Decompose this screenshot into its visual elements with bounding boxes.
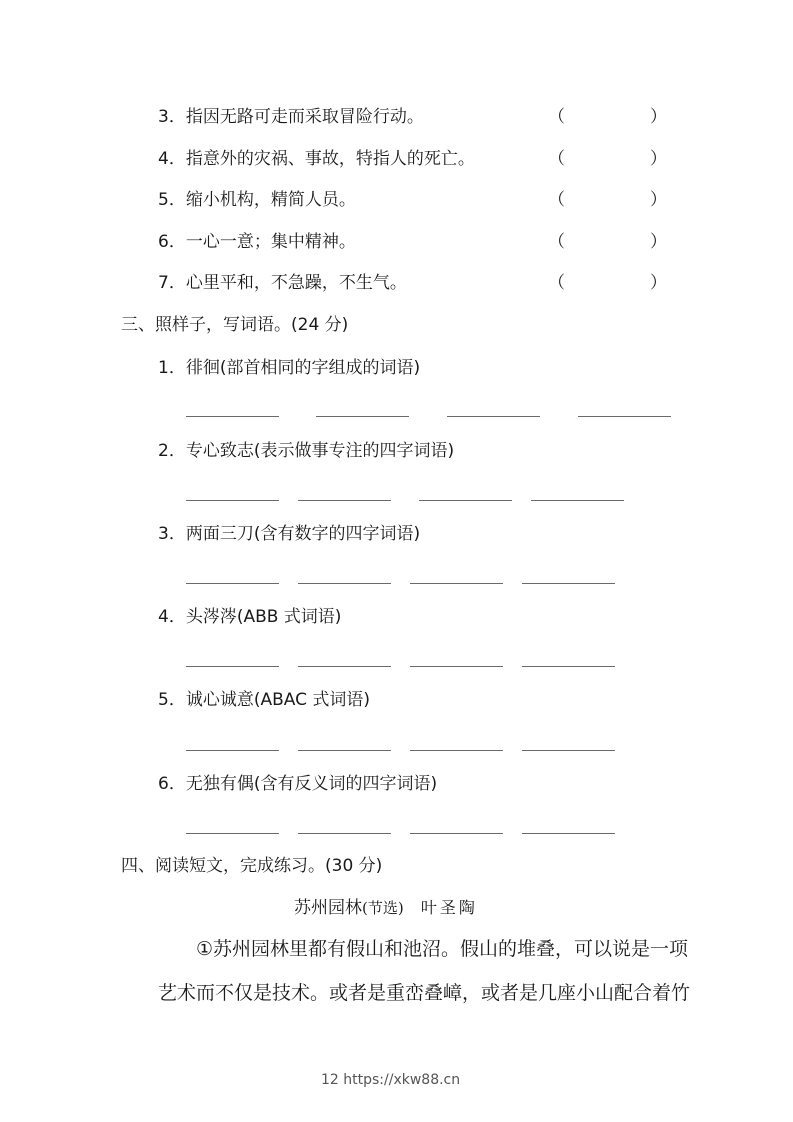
answer-blank[interactable] xyxy=(410,833,503,834)
article-line: ①苏州园林里都有假山和池沼。假山的堆叠，可以说是一项 xyxy=(196,938,689,960)
article-title: 苏州园林 xyxy=(294,898,362,918)
answer-paren-close: ） xyxy=(650,190,667,210)
exercise-prompt: 1．徘徊(部首相同的字组成的词语) xyxy=(158,358,421,378)
answer-blank[interactable] xyxy=(522,833,615,834)
article-note: (节选) xyxy=(362,899,404,917)
answer-blank[interactable] xyxy=(186,500,279,501)
answer-blank[interactable] xyxy=(522,750,615,751)
answer-blank[interactable] xyxy=(186,583,279,584)
answer-paren-close: ） xyxy=(650,149,667,169)
exercise-prompt: 5．诚心诚意(ABAC 式词语) xyxy=(158,690,370,710)
answer-paren-open: （ xyxy=(548,190,565,210)
question-item: 6．一心一意；集中精神。 xyxy=(158,232,356,252)
exercise-prompt: 3．两面三刀(含有数字的四字词语) xyxy=(158,524,421,544)
answer-blank[interactable] xyxy=(298,750,391,751)
exercise-prompt: 2．专心致志(表示做事专注的四字词语) xyxy=(158,441,455,461)
answer-paren-close: ） xyxy=(650,107,667,127)
answer-paren-close: ） xyxy=(650,273,667,293)
answer-blank[interactable] xyxy=(316,416,409,417)
article-header xyxy=(294,898,478,918)
question-item: 3．指因无路可走而采取冒险行动。 xyxy=(158,107,424,127)
answer-blank[interactable] xyxy=(410,750,503,751)
answer-blank[interactable] xyxy=(298,583,391,584)
answer-blank[interactable] xyxy=(531,500,624,501)
question-item: 5．缩小机构，精简人员。 xyxy=(158,190,356,210)
article-author: 叶圣陶 xyxy=(420,898,478,917)
answer-paren-open: （ xyxy=(548,149,565,169)
answer-blank[interactable] xyxy=(578,416,671,417)
answer-blank[interactable] xyxy=(186,666,279,667)
article-line: 艺术而不仅是技术。或者是重峦叠嶂，或者是几座小山配合着竹 xyxy=(158,982,691,1004)
answer-blank[interactable] xyxy=(419,500,512,501)
answer-blank[interactable] xyxy=(298,833,391,834)
exercise-prompt: 4．头涔涔(ABB 式词语) xyxy=(158,607,342,627)
answer-blank[interactable] xyxy=(186,833,279,834)
question-item: 7．心里平和，不急躁，不生气。 xyxy=(158,273,407,293)
answer-blank[interactable] xyxy=(522,583,615,584)
question-item: 4．指意外的灾祸、事故，特指人的死亡。 xyxy=(158,149,475,169)
answer-blank[interactable] xyxy=(447,416,540,417)
answer-blank[interactable] xyxy=(298,666,391,667)
answer-blank[interactable] xyxy=(410,666,503,667)
answer-blank[interactable] xyxy=(410,583,503,584)
answer-paren-open: （ xyxy=(548,107,565,127)
answer-paren-open: （ xyxy=(548,232,565,252)
page-footer: 12 https://xkw88.cn xyxy=(321,1072,461,1088)
answer-blank[interactable] xyxy=(298,500,391,501)
answer-blank[interactable] xyxy=(186,416,279,417)
answer-blank[interactable] xyxy=(186,750,279,751)
section-heading: 三、照样子，写词语。(24 分) xyxy=(121,315,349,335)
answer-blank[interactable] xyxy=(522,666,615,667)
exercise-prompt: 6．无独有偶(含有反义词的四字词语) xyxy=(158,774,438,794)
answer-paren-close: ） xyxy=(650,232,667,252)
section-heading: 四、阅读短文，完成练习。(30 分) xyxy=(121,856,383,876)
answer-paren-open: （ xyxy=(548,273,565,293)
